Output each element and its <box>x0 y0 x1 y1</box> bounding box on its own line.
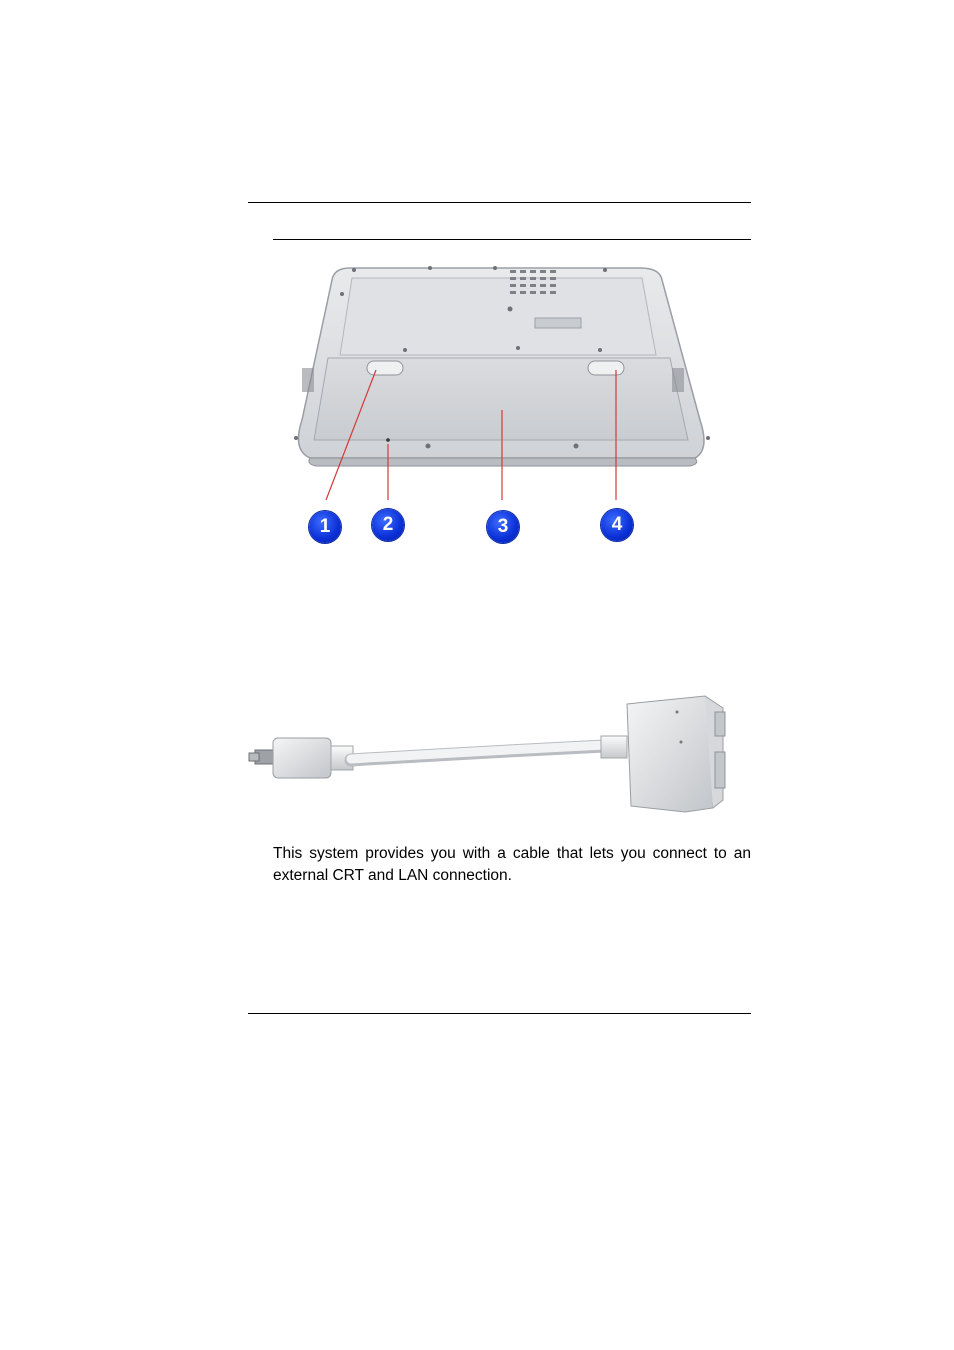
callout-badge-1: 1 <box>309 511 341 543</box>
footer-rule <box>248 1013 751 1014</box>
body-paragraph: This system provides you with a cable that lets you connect to an external CRT and LAN connection. <box>273 845 751 884</box>
subheader-rule <box>273 239 751 240</box>
callout-badge-4: 4 <box>601 509 633 541</box>
callout-badge-2: 2 <box>372 509 404 541</box>
laptop-bottom-view-image <box>270 250 740 550</box>
callout-badge-3: 3 <box>487 511 519 543</box>
crt-lan-cable-image <box>245 690 745 820</box>
header-rule <box>248 202 751 203</box>
